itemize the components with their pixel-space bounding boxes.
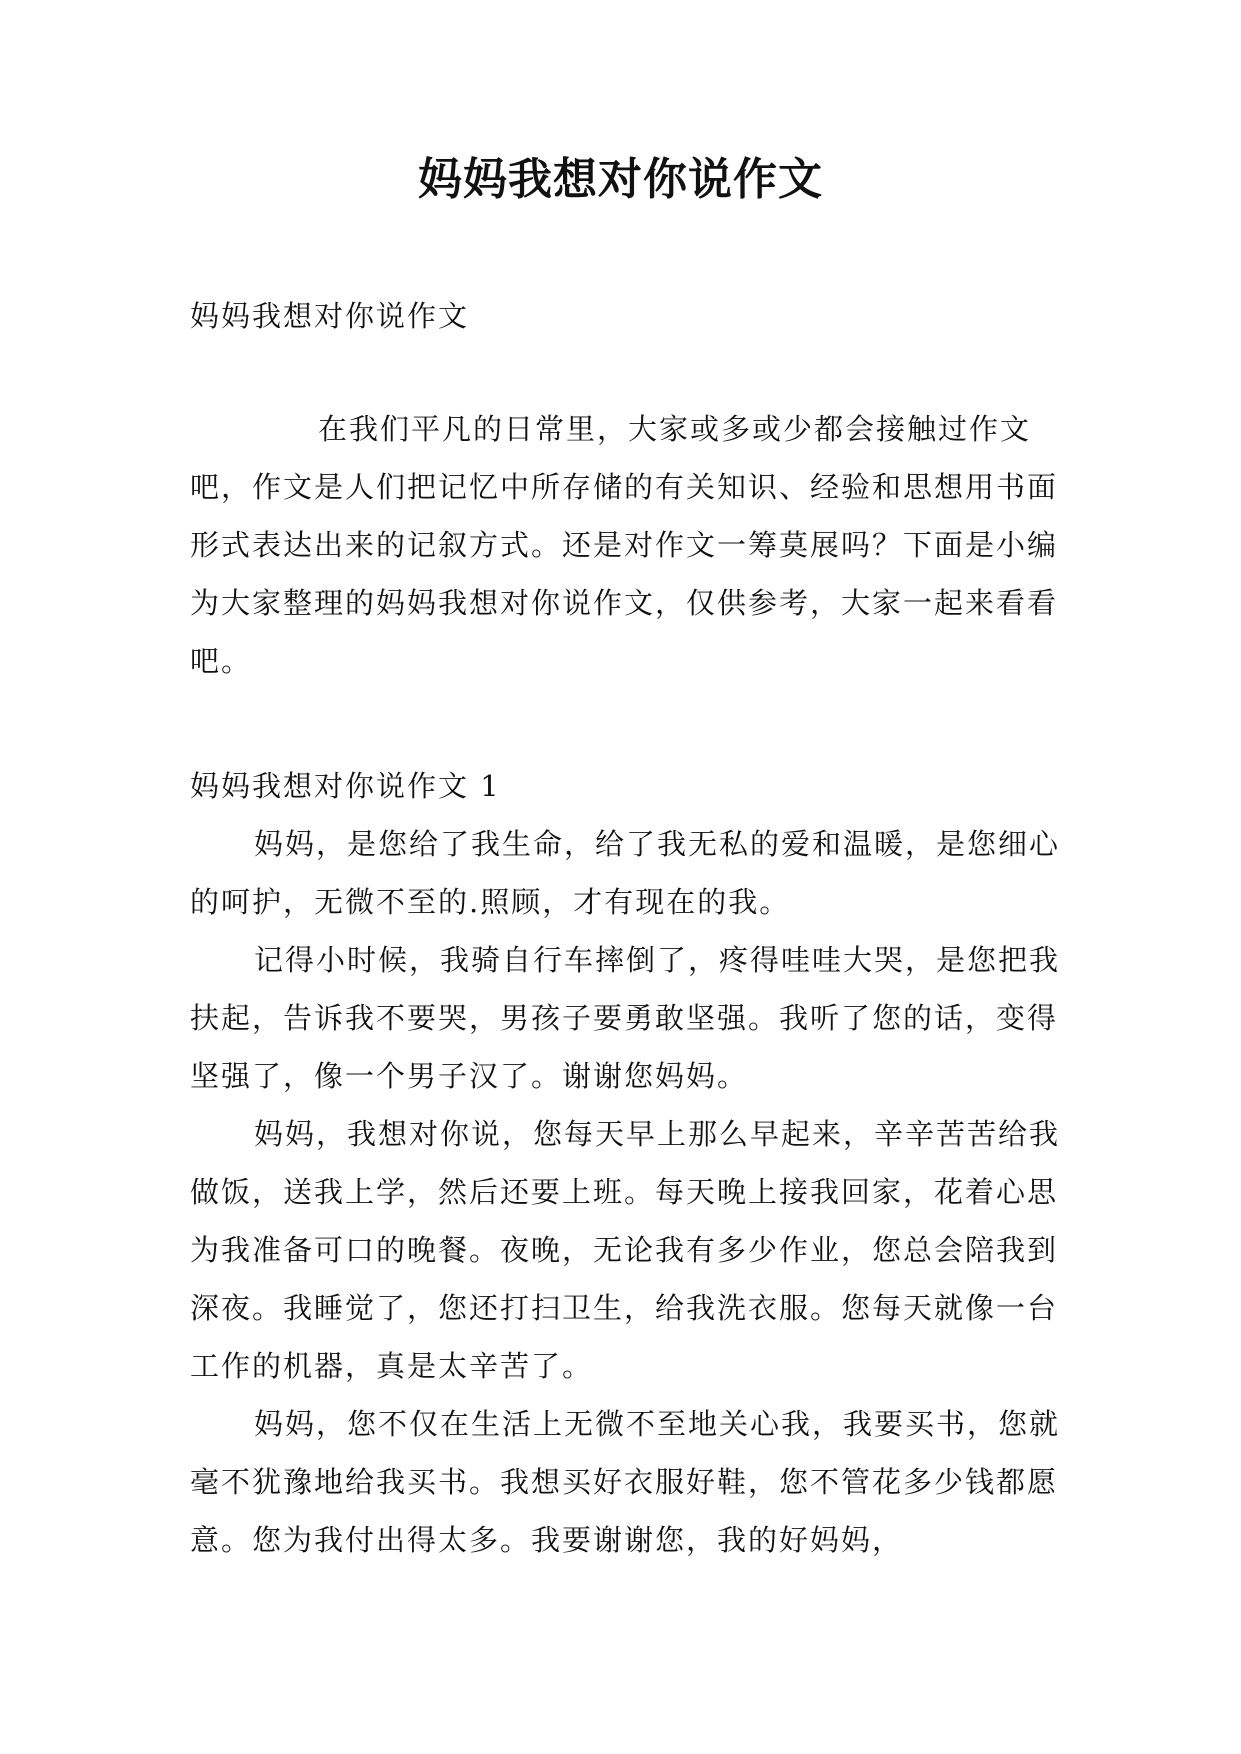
essay-paragraph: 妈妈，是您给了我生命，给了我无私的爱和温暖，是您细心的呵护，无微不至的.照顾，才有现在的我。 xyxy=(190,827,1061,919)
essay-body xyxy=(190,815,1070,1569)
essay-paragraph: 妈妈，您不仅在生活上无微不至地关心我，我要买书，您就毫不犹豫地给我买书。我想买好衣服好鞋，您不管花多少钱都愿意。您为我付出得太多。我要谢谢您，我的好妈妈， xyxy=(190,1407,1061,1557)
document-title: 妈妈我想对你说作文 xyxy=(418,154,823,205)
essay-paragraph: 妈妈，我想对你说，您每天早上那么早起来，辛辛苦苦给我做饭，送我上学，然后还要上班。每天晚上接我回家，花着心思为我准备可口的晚餐。夜晚，无论我有多少作业，您总会陪我到深夜。我睡觉了，您还打扫卫生，给我洗衣服。您每天就像一台工作的机器，真是太辛苦了。 xyxy=(190,1117,1061,1383)
intro-paragraph: 在我们平凡的日常里，大家或多或少都会接触过作文吧，作文是人们把记忆中所存储的有关知识、经验和思想用书面形式表达出来的记叙方式。还是对作文一筹莫展吗？下面是小编为大家整理的妈妈我想对你说作文，仅供参考，大家一起来看看吧。 xyxy=(190,412,1059,678)
section-heading: 妈妈我想对你说作文 1 xyxy=(190,769,501,803)
document-subtitle: 妈妈我想对你说作文 xyxy=(190,299,470,333)
essay-paragraph: 记得小时候，我骑自行车摔倒了，疼得哇哇大哭，是您把我扶起，告诉我不要哭，男孩子要勇敢坚强。我听了您的话，变得坚强了，像一个男子汉了。谢谢您妈妈。 xyxy=(190,943,1061,1093)
